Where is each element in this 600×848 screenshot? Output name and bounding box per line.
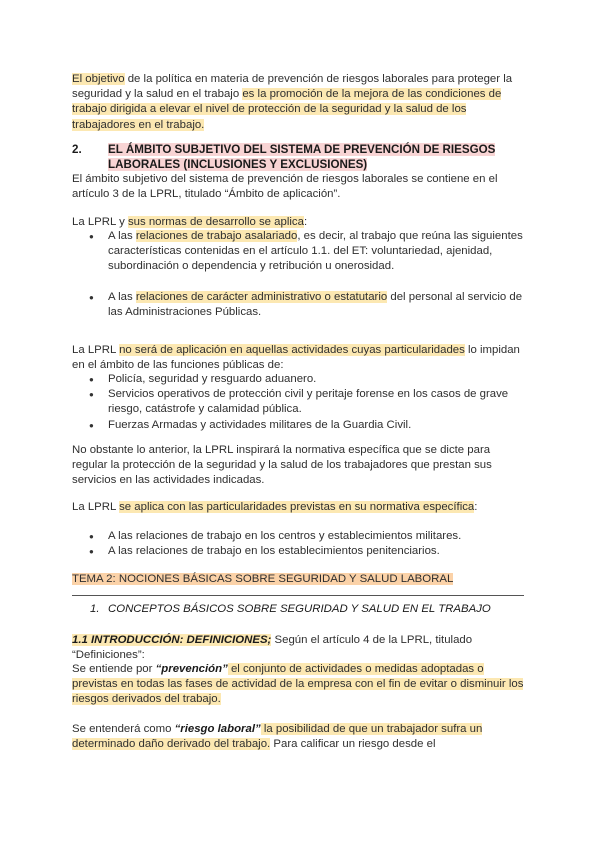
list-item: [72, 290, 528, 320]
text: de la política en materia de prevención de riesgos laborales para proteger la seguridad y la salud en el trabajo: [72, 73, 513, 101]
text: La LPRL: [72, 344, 120, 356]
text: lo impidan en el ámbito de las funciones públicas de:: [72, 344, 520, 372]
text: No obstante lo anterior, la LPRL inspirará la normativa específica que se dicte para regular la protección de la seguridad y la salud de los trabajadores que prestan sus servicios en las actividades indicadas.: [72, 444, 492, 487]
highlight: se aplica con las particularidades previstas en su normativa específica: [119, 501, 475, 513]
paragraph-particularidades: [72, 500, 528, 515]
text: A las: [108, 230, 136, 242]
divider: [72, 595, 524, 596]
text: :: [474, 501, 478, 513]
list-item: ● Policía, seguridad y resguardo aduanero.: [72, 372, 528, 387]
text: , es decir, al trabajo que reúna las siguientes características contenidas en el artículo 1.1. del ET: voluntariedad, ajenidad, subordinación o dependencia y retribución u onerosidad.: [108, 230, 523, 273]
section-number: 2.: [72, 143, 82, 156]
highlight: no será de aplicación en aquellas actividades cuyas particularidades: [119, 344, 465, 356]
highlight: El objetivo: [72, 73, 125, 85]
section-number: 1.: [90, 603, 100, 615]
text: Para calificar un riesgo desde el: [270, 738, 436, 751]
text: :: [303, 216, 308, 228]
list-item: [72, 229, 528, 275]
subheading: 1.1 INTRODUCCIÓN: DEFINICIONES;: [72, 634, 272, 646]
text: Según el artículo 4 de la LPRL, titulado “Definiciones”:: [72, 634, 473, 662]
highlight: el conjunto de actividades o medidas adoptadas o previstas en todas las fases de actividad de la empresa con el fin de evitar o disminuir los riesgos derivados del trabajo.: [72, 663, 524, 706]
text: del personal al servicio de las Administraciones Públicas.: [108, 290, 523, 318]
list-item: ● Fuerzas Armadas y actividades militares de la Guardia Civil.: [72, 418, 528, 433]
tema-2-heading: [72, 572, 528, 587]
section-title: EL ÁMBITO SUBJETIVO DEL SISTEMA DE PREVENCIÓN DE RIESGOS LABORALES (INCLUSIONES Y EXCLUSIONES): [108, 143, 496, 172]
highlight: la posibilidad de que un trabajador sufra un determinado daño derivado del trabajo.: [72, 723, 483, 751]
list-item: ● Servicios operativos de protección civil y peritaje forense en los casos de grave riesgo, catástrofe y calamidad pública.: [72, 387, 528, 417]
paragraph-definiciones: [72, 633, 528, 663]
paragraph-objective: [72, 72, 528, 133]
paragraph-prevencion: [72, 662, 528, 708]
highlight: sus normas de desarrollo se aplica: [127, 216, 304, 228]
list-item: ● A las relaciones de trabajo en los establecimientos penitenciarios.: [72, 544, 528, 559]
list-item: ● A las relaciones de trabajo en los centros y establecimientos militares.: [72, 529, 528, 544]
paragraph-riesgo: [72, 722, 528, 752]
section-heading-2: [72, 142, 528, 172]
paragraph-lprl-aplica: [72, 215, 528, 230]
paragraph-no-obstante: [72, 443, 528, 489]
text: El ámbito subjetivo del sistema de prevención de riesgos laborales se contiene en el artículo 3 de la LPRL, titulado “Ámbito de aplicación”.: [72, 173, 498, 201]
highlight: relaciones de carácter administrativo o estatutario: [135, 290, 388, 303]
section-heading-1: [72, 602, 528, 617]
term: “prevención”: [155, 663, 228, 675]
text: Se entiende por: [72, 663, 156, 675]
term: “riesgo laboral”: [174, 723, 261, 735]
text: La LPRL: [72, 501, 120, 513]
highlight: es la promoción de la mejora de las condiciones de trabajo dirigida a elevar el nivel de protección de la seguridad y la salud de los trabajadores en el trabajo.: [72, 88, 502, 131]
paragraph-no-aplicacion: [72, 343, 528, 373]
highlight: relaciones de trabajo asalariado: [135, 230, 298, 242]
text: Se entenderá como: [72, 723, 175, 735]
tema-title: TEMA 2: NOCIONES BÁSICAS SOBRE SEGURIDAD Y SALUD LABORAL: [72, 573, 454, 585]
paragraph-ambito: [72, 172, 528, 202]
text: La LPRL y: [72, 216, 128, 228]
text: A las: [108, 290, 136, 303]
section-title: CONCEPTOS BÁSICOS SOBRE SEGURIDAD Y SALUD EN EL TRABAJO: [108, 603, 491, 615]
bullet-list-funciones: [72, 372, 528, 433]
bullet-list-militares: [72, 529, 528, 559]
bullet-list-aplica: [72, 229, 528, 320]
